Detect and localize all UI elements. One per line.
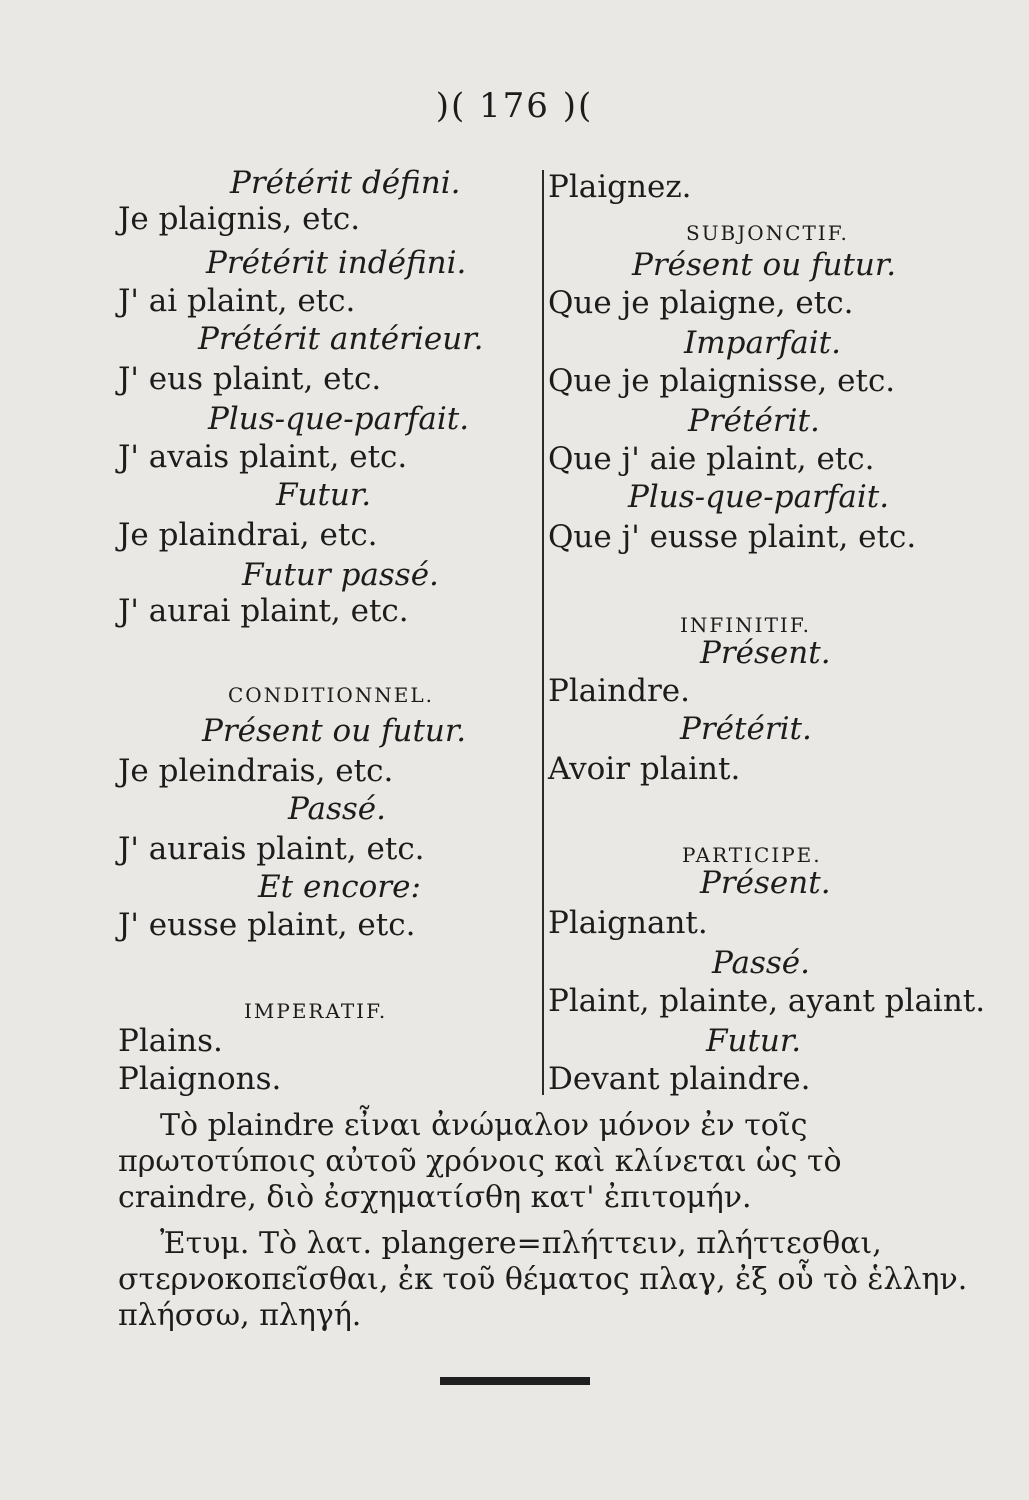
conjugation-line: Je plaignis, etc.: [118, 201, 361, 237]
tense-heading: Plus-que-parfait.: [208, 401, 470, 437]
tense-heading: Prétérit.: [688, 403, 820, 439]
conjugation-line: J' aurais plaint, etc.: [118, 831, 425, 867]
mood-heading: PARTICIPE.: [682, 843, 822, 867]
conjugation-line: Plaint, plainte, ayant plaint.: [548, 983, 986, 1019]
tense-heading: Futur.: [706, 1023, 802, 1059]
mood-heading: IMPERATIF.: [244, 999, 388, 1023]
usage-note: [118, 1108, 968, 1216]
mood-heading: INFINITIF.: [680, 613, 811, 637]
conjugation-line: Plaignons.: [118, 1061, 282, 1097]
tense-heading: Passé.: [288, 791, 386, 827]
end-rule: [440, 1377, 590, 1385]
conjugation-line: Plaignant.: [548, 905, 708, 941]
conjugation-line: J' eus plaint, etc.: [118, 361, 382, 397]
tense-heading: Et encore:: [258, 869, 421, 905]
tense-heading: Imparfait.: [684, 325, 841, 361]
tense-heading: Passé.: [712, 945, 810, 981]
conjugation-line: Je plaindrai, etc.: [118, 517, 378, 553]
tense-heading: Présent ou futur.: [632, 247, 897, 283]
column-divider: [542, 170, 544, 1095]
conjugation-line: Devant plaindre.: [548, 1061, 811, 1097]
tense-heading: Présent ou futur.: [202, 713, 467, 749]
conjugation-line: Plains.: [118, 1023, 223, 1059]
tense-heading: Futur.: [276, 477, 372, 513]
conjugation-line: Je pleindrais, etc.: [118, 753, 394, 789]
tense-heading: Prétérit antérieur.: [198, 321, 484, 357]
tense-heading: Plus-que-parfait.: [628, 479, 890, 515]
conjugation-line: Que j' eusse plaint, etc.: [548, 519, 917, 555]
note-paragraph: Ἐτυμ. Τὸ λατ. plangere=πλήττειν, πλήττεσθαι, στερνοκοπεῖσθαι, ἐκ τοῦ θέματος πλαγ, ἐξ οὗ τὸ ἑλλην. πλήσσω, πληγή.: [118, 1226, 968, 1333]
conjugation-line: Que je plaigne, etc.: [548, 285, 854, 321]
conjugation-line: Avoir plaint.: [548, 751, 741, 787]
tense-heading: Présent.: [700, 865, 831, 901]
conjugation-line: J' eusse plaint, etc.: [118, 907, 416, 943]
conjugation-line: Que j' aie plaint, etc.: [548, 441, 875, 477]
conjugation-line: Que je plaignisse, etc.: [548, 363, 896, 399]
tense-heading: Prétérit défini.: [230, 165, 461, 201]
conjugation-line: Plaignez.: [548, 169, 692, 205]
tense-heading: Futur passé.: [242, 557, 439, 593]
conjugation-line: J' aurai plaint, etc.: [118, 593, 409, 629]
conjugation-line: J' ai plaint, etc.: [118, 283, 356, 319]
tense-heading: Prétérit.: [680, 711, 812, 747]
page-number: )( 176 )(: [435, 86, 594, 126]
mood-heading: CONDITIONNEL.: [228, 683, 435, 707]
etymology-note: [118, 1226, 968, 1334]
tense-heading: Présent.: [700, 635, 831, 671]
mood-heading: SUBJONCTIF.: [686, 221, 849, 245]
note-paragraph: Τὸ plaindre εἶναι ἀνώμαλον μόνον ἐν τοῖς πρωτοτύποις αὐτοῦ χρόνοις καὶ κλίνεται ὡς τὸ craindre, διὸ ἐσχηματίσθη κατ' ἐπιτομήν.: [118, 1108, 842, 1215]
conjugation-line: Plaindre.: [548, 673, 690, 709]
conjugation-line: J' avais plaint, etc.: [118, 439, 408, 475]
tense-heading: Prétérit indéfini.: [206, 245, 467, 281]
